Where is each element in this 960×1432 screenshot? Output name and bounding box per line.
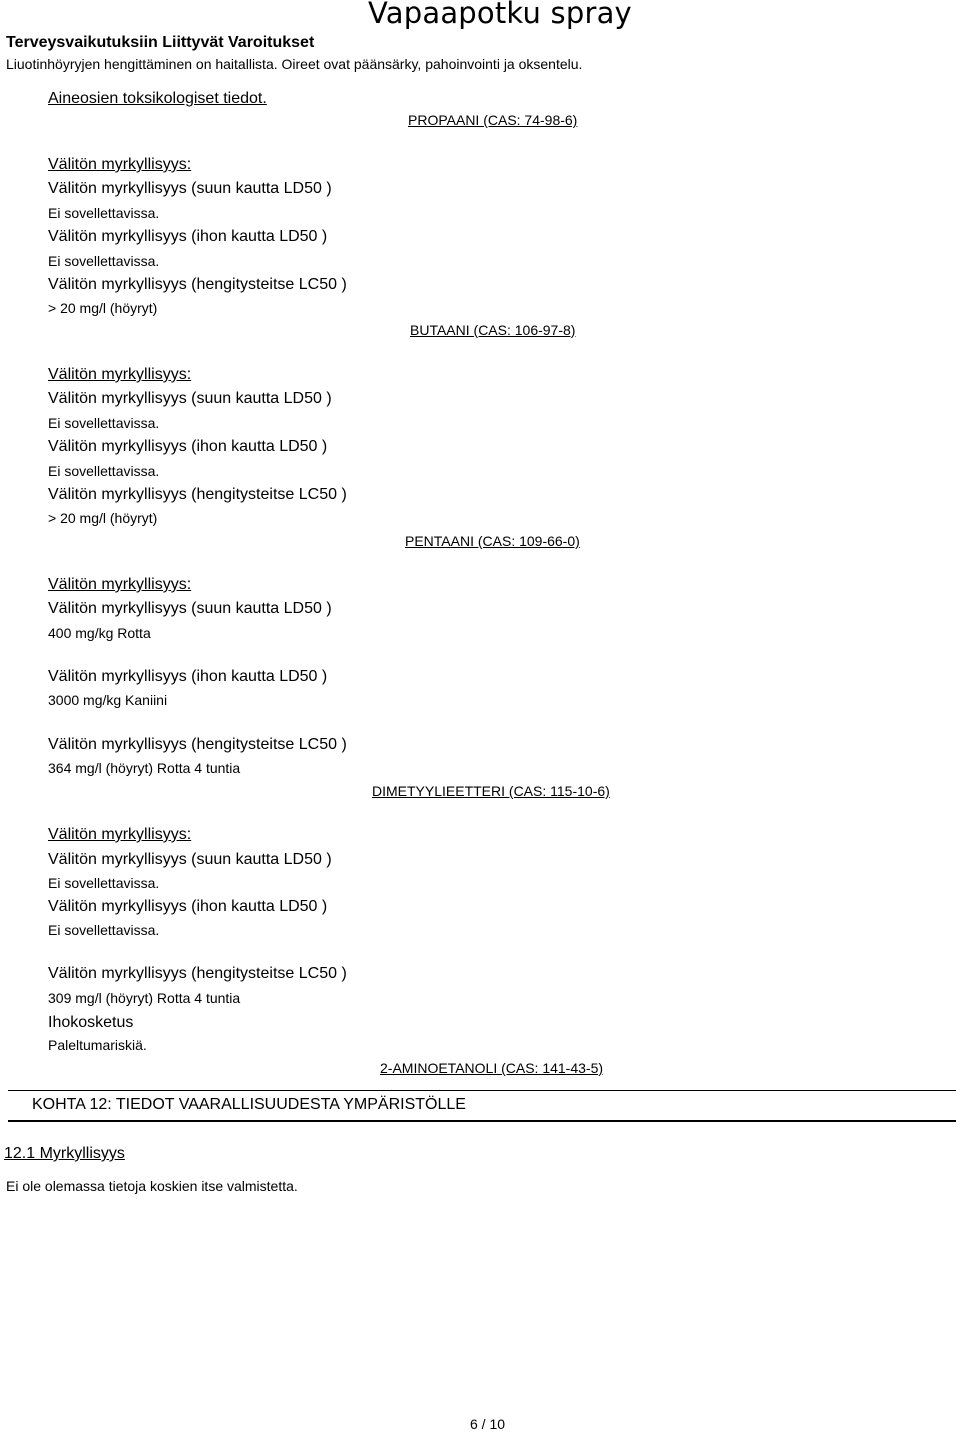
section-12-title: KOHTA 12: TIEDOT VAARALLISUUDESTA YMPÄRISTÖLLE (32, 1096, 466, 1113)
dermal-ld50-label: Välitön myrkyllisyys (ihon kautta LD50 ) (48, 668, 328, 685)
inhalation-lc50-label: Välitön myrkyllisyys (hengitysteitse LC50 ) (48, 965, 347, 982)
toxicity-subheading: 12.1 Myrkyllisyys (4, 1145, 125, 1162)
toxicity-text: Ei ole olemassa tietoja koskien itse valmistetta. (6, 1178, 298, 1194)
inhalation-lc50-label: Välitön myrkyllisyys (hengitysteitse LC50 ) (48, 736, 347, 753)
skin-contact-value: Paleltumariskiä. (48, 1037, 147, 1053)
acute-toxicity-label: Välitön myrkyllisyys: (48, 366, 192, 383)
acute-toxicity-label: Välitön myrkyllisyys: (48, 576, 192, 593)
skin-contact-label: Ihokosketus (48, 1014, 134, 1031)
dermal-ld50-value: Ei sovellettavissa. (48, 463, 160, 479)
inhalation-lc50-label: Välitön myrkyllisyys (hengitysteitse LC50 ) (48, 276, 347, 293)
substance-name-pentaani: PENTAANI (CAS: 109-66-0) (405, 533, 580, 549)
substance-name-aminoetanoli: 2-AMINOETANOLI (CAS: 141-43-5) (380, 1060, 604, 1076)
document-title: Vapaapotku spray (368, 0, 632, 30)
oral-ld50-label: Välitön myrkyllisyys (suun kautta LD50 ) (48, 600, 332, 617)
inhalation-lc50-value: > 20 mg/l (höyryt) (48, 300, 158, 316)
substance-name-propaani: PROPAANI (CAS: 74-98-6) (408, 112, 578, 128)
health-warnings-heading: Terveysvaikutuksiin Liittyvät Varoitukset (6, 34, 315, 51)
dermal-ld50-value: Ei sovellettavissa. (48, 922, 160, 938)
dermal-ld50-value: Ei sovellettavissa. (48, 253, 160, 269)
inhalation-lc50-value: 364 mg/l (höyryt) Rotta 4 tuntia (48, 760, 241, 776)
substance-name-butaani: BUTAANI (CAS: 106-97-8) (410, 322, 576, 338)
inhalation-lc50-label: Välitön myrkyllisyys (hengitysteitse LC50 ) (48, 486, 347, 503)
oral-ld50-label: Välitön myrkyllisyys (suun kautta LD50 ) (48, 851, 332, 868)
inhalation-lc50-value: 309 mg/l (höyryt) Rotta 4 tuntia (48, 990, 241, 1006)
health-warning-text: Liuotinhöyryjen hengittäminen on haitallista. Oireet ovat päänsärky, pahoinvointi ja oksentelu. (6, 56, 583, 72)
oral-ld50-value: 400 mg/kg Rotta (48, 625, 151, 641)
dermal-ld50-label: Välitön myrkyllisyys (ihon kautta LD50 ) (48, 898, 328, 915)
oral-ld50-value: Ei sovellettavissa. (48, 205, 160, 221)
dermal-ld50-label: Välitön myrkyllisyys (ihon kautta LD50 ) (48, 228, 328, 245)
acute-toxicity-label: Välitön myrkyllisyys: (48, 156, 192, 173)
dermal-ld50-value: 3000 mg/kg Kaniini (48, 692, 168, 708)
tox-info-heading: Aineosien toksikologiset tiedot. (48, 90, 267, 107)
oral-ld50-value: Ei sovellettavissa. (48, 875, 160, 891)
oral-ld50-label: Välitön myrkyllisyys (suun kautta LD50 ) (48, 180, 332, 197)
section-12-header (8, 1090, 956, 1122)
dermal-ld50-label: Välitön myrkyllisyys (ihon kautta LD50 ) (48, 438, 328, 455)
page-number: 6 / 10 (470, 1416, 506, 1432)
acute-toxicity-label: Välitön myrkyllisyys: (48, 826, 192, 843)
inhalation-lc50-value: > 20 mg/l (höyryt) (48, 510, 158, 526)
oral-ld50-value: Ei sovellettavissa. (48, 415, 160, 431)
oral-ld50-label: Välitön myrkyllisyys (suun kautta LD50 ) (48, 390, 332, 407)
substance-name-dimetyylieetteri: DIMETYYLIEETTERI (CAS: 115-10-6) (372, 783, 610, 799)
